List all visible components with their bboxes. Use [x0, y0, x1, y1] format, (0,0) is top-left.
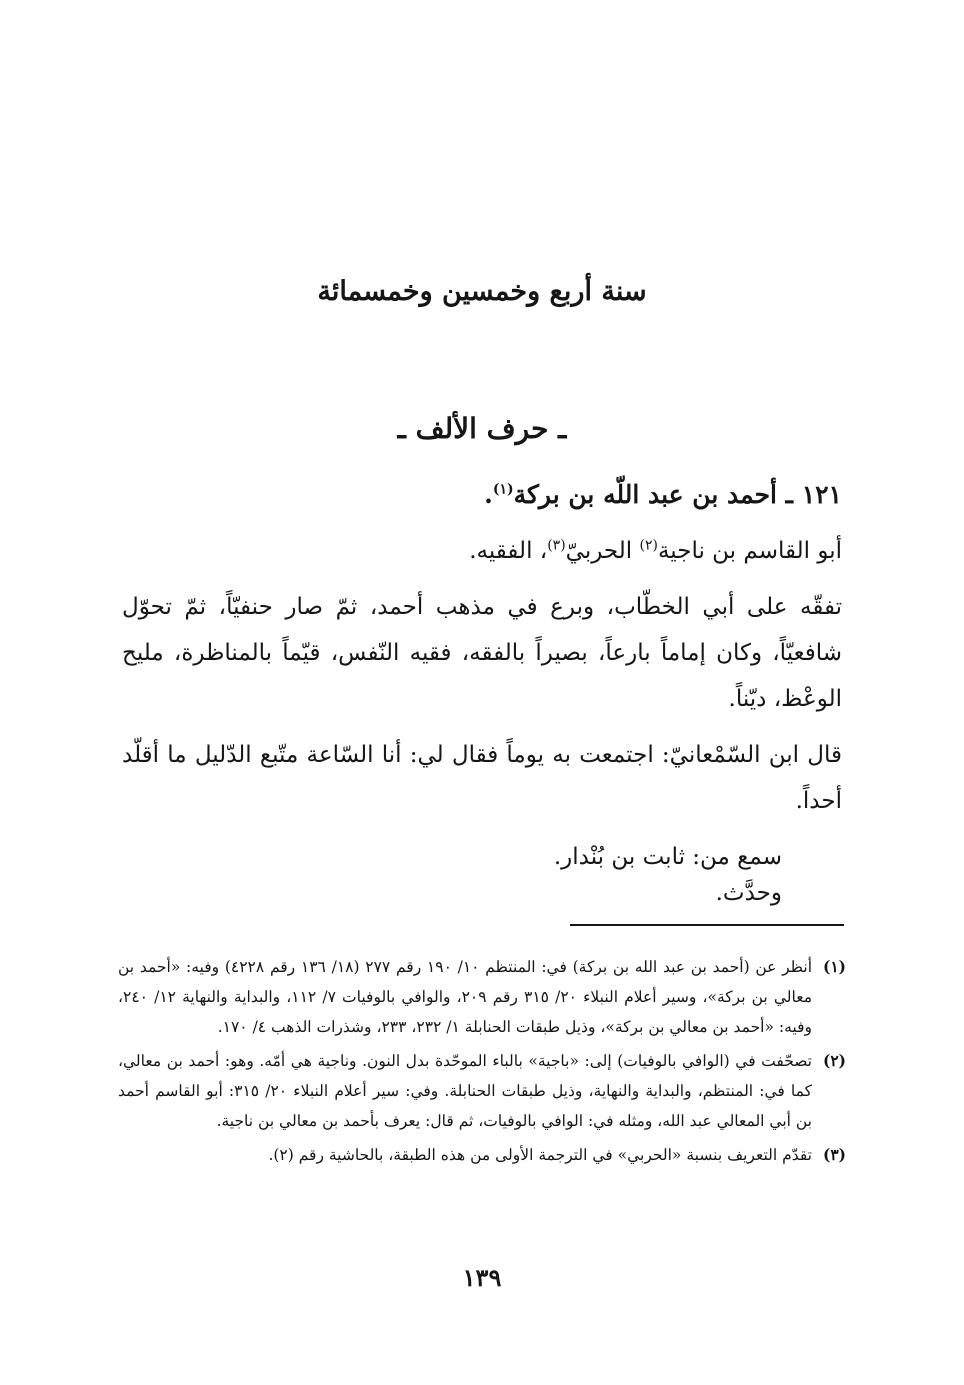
section-title: ـ حرف الألف ـ: [397, 412, 567, 445]
main-text: [122, 472, 842, 916]
narrated-line: وحدَّث.: [715, 880, 782, 906]
paragraph-biography: تفقّه على أبي الخطّاب، وبرع في مذهب أحمد، ثمّ صار حنفيّاً، ثمّ تحوّل شافعيّاً، وكان إماماً بارعاً، بصيراً بالفقه، فقيه النّفس، قيّماً بالمناظرة، مليح الوعْظ، ديّناً.: [122, 594, 842, 712]
footnote: [118, 1046, 846, 1136]
footnote-ref-1: (١): [492, 481, 514, 498]
footnote-number: (٣): [822, 1145, 846, 1164]
paragraph-quote: قال ابن السّمْعانيّ: اجتمعت به يوماً فقال لي: أنا السّاعة متّبع الدّليل ما أقلّد أحداً.: [122, 742, 842, 814]
kunya-part-1: أبو القاسم بن ناجية: [657, 538, 842, 564]
year-title: سنة أربع وخمسين وخمسمائة: [317, 276, 647, 307]
heard-from-line: سمع من: ثابت بن بُنْدار.: [553, 844, 782, 870]
footnote-ref-3: (٣): [547, 537, 566, 554]
footnote-ref-2: (٢): [639, 537, 658, 554]
footnotes: [118, 952, 846, 1174]
footnote: [118, 1140, 846, 1170]
entry-heading: [122, 472, 842, 518]
footnote-number: (٢): [822, 1051, 846, 1070]
entry-heading-text: ١٢١ ـ أحمد بن عبد اللّه بن بركة: [513, 480, 842, 509]
footnote-text: تقدّم التعريف بنسبة «الحربي» في الترجمة الأولى من هذه الطبقة، بالحاشية رقم (٢).: [268, 1146, 812, 1164]
footnote-text: تصحّفت في (الوافي بالوفيات) إلى: «باجية» بالباء الموحّدة بدل النون. وناجية هي أمّه. وهو: أحمد بن معالي، كما في: المنتظم، والبداية والنهاية، وذيل طبقات الحنابلة. وفي: سير أعلام النبلاء ٢٠/ ٣١٥: أبو القاسم أحمد بن أبي المعالي عبد الله، ومثله في: الوافي بالوفيات، ثم قال: يعرف بأحمد بن معالي بن ناجية.: [118, 1052, 812, 1130]
entry-heading-end: .: [484, 480, 493, 509]
page-number: ١٣٩: [462, 1263, 502, 1292]
footnote-text: أنظر عن (أحمد بن عبد الله بن بركة) في: المنتظم ١٠/ ١٩٠ رقم ٢٧٧ (١٨/ ١٣٦ رقم ٤٢٢٨) وفيه: «أحمد بن معالي بن بركة»، وسير أعلام النبلاء ٢٠/ ٣١٥ رقم ٢٠٩، والوافي بالوفيات ٧/ ١١٢، والبداية والنهاية ١٢/ ٢٤٠، وفيه: «أحمد بن معالي بن بركة»، وذيل طبقات الحنابلة ١/ ٢٣٢، ٢٣٣، وشذرات الذهب ٤/ ١٧٠.: [118, 958, 813, 1036]
footnote-number: (١): [822, 957, 846, 976]
footnote: [118, 952, 846, 1042]
kunya-line: [122, 528, 842, 574]
kunya-part-2: الحربيّ: [565, 538, 640, 564]
footnote-divider: [570, 924, 844, 926]
kunya-part-3: ، الفقيه.: [469, 538, 548, 564]
